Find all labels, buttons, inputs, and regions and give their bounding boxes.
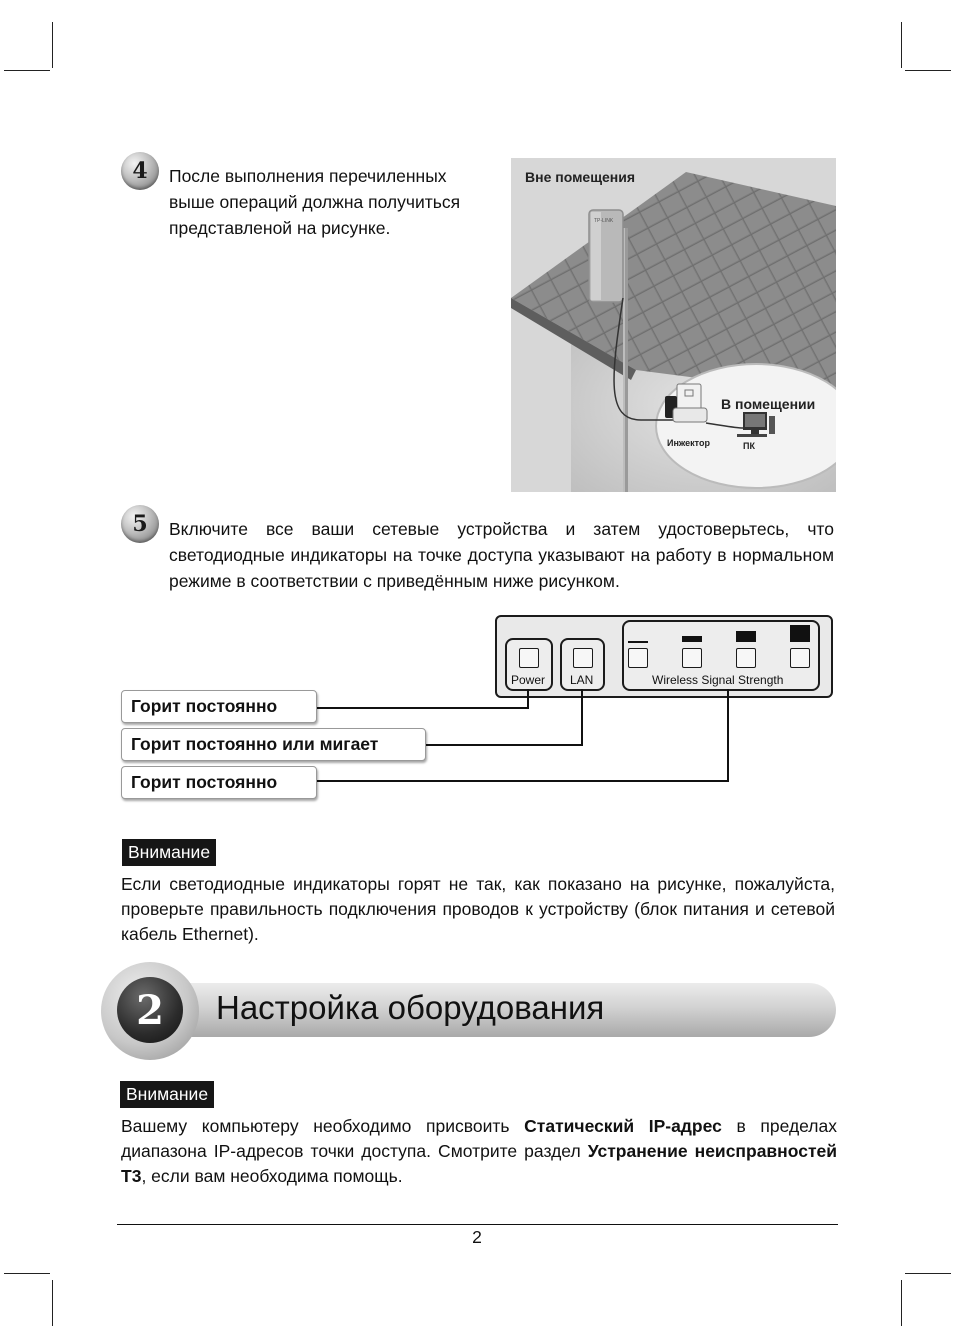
installation-illustration xyxy=(511,158,836,492)
signal-bar-1 xyxy=(628,641,648,643)
step-4-text xyxy=(169,163,499,241)
troubleshooting-ref: Устранение неисправностей Т3 xyxy=(121,1141,838,1186)
footer-rule xyxy=(117,1224,838,1225)
crop-mark xyxy=(905,70,951,71)
signal-bar-2 xyxy=(682,636,702,642)
power-led-group xyxy=(505,638,553,691)
lan-label: LAN xyxy=(570,673,594,687)
note-2-text-part: , если вам необходима помощь. xyxy=(141,1166,403,1186)
note-2-text xyxy=(121,1114,837,1189)
indoor-label: В помещении xyxy=(721,396,816,412)
static-ip-term: Статический IP-адрес xyxy=(524,1116,722,1136)
lan-wire xyxy=(581,689,583,746)
note-tag: Внимание xyxy=(120,1081,214,1108)
note-2-text-part: Вашему компьютеру необходимо присвоить xyxy=(121,1116,525,1136)
crop-mark xyxy=(52,1280,53,1326)
note-2-text-part: в пределах диапазона IP-адресов точки доступа. Смотрите раздел xyxy=(121,1116,838,1161)
wireless-label: Wireless Signal Strength xyxy=(652,673,784,687)
lan-state-callout: Горит постоянно или мигает xyxy=(121,728,426,761)
power-led xyxy=(519,648,539,668)
injector-label: Инжектор xyxy=(667,438,710,448)
crop-mark xyxy=(4,70,50,71)
crop-mark xyxy=(52,22,53,68)
step-4-line: выше операций должна получиться xyxy=(169,192,461,212)
section-number: 2 xyxy=(117,977,183,1043)
wireless-led-3 xyxy=(736,648,756,668)
wireless-led-2 xyxy=(682,648,702,668)
power-state-callout: Горит постоянно xyxy=(121,690,317,723)
step-4-line: представленой на рисунке. xyxy=(169,218,391,238)
lan-wire xyxy=(425,744,583,746)
power-wire xyxy=(527,689,529,709)
crop-mark xyxy=(905,1273,951,1274)
pc-label: ПК xyxy=(743,441,755,451)
step-5-text: Включите все ваши сетевые устройства и затем удостоверьтесь, что светодиодные индикаторы на точке доступа указывают на работу в нормальном режиме в соответствии с приведённым ниже рисунком. xyxy=(169,519,834,591)
step-4-line: После выполнения перечиленных xyxy=(169,166,447,186)
crop-mark xyxy=(4,1273,50,1274)
wireless-led-1 xyxy=(628,648,648,668)
signal-bar-4 xyxy=(790,625,810,642)
wireless-state-callout: Горит постоянно xyxy=(121,766,317,799)
led-panel xyxy=(495,615,833,698)
wireless-led-group xyxy=(622,620,820,691)
page-number: 2 xyxy=(472,1227,482,1247)
crop-mark xyxy=(901,1280,902,1326)
lan-led-group xyxy=(560,638,605,691)
wireless-wire xyxy=(727,689,729,782)
note-tag: Внимание xyxy=(122,839,216,866)
section-title: Настройка оборудования xyxy=(216,989,605,1026)
antenna-brand: TP-LINK xyxy=(594,218,614,224)
wireless-led-4 xyxy=(790,648,810,668)
signal-bar-3 xyxy=(736,631,756,642)
lan-led xyxy=(573,648,593,668)
wireless-wire xyxy=(316,780,729,782)
crop-mark xyxy=(901,22,902,68)
outdoor-label: Вне помещения xyxy=(525,169,636,185)
step-4-badge: 4 xyxy=(121,152,159,190)
power-label: Power xyxy=(511,673,546,687)
power-wire xyxy=(316,707,529,709)
note-1-text: Если светодиодные индикаторы горят не так, как показано на рисунке, пожалуйста, проверьте правильность подключения проводов к устройству (блок питания и сетевой кабель Ethernet). xyxy=(121,874,835,944)
step-5-badge: 5 xyxy=(121,505,159,543)
